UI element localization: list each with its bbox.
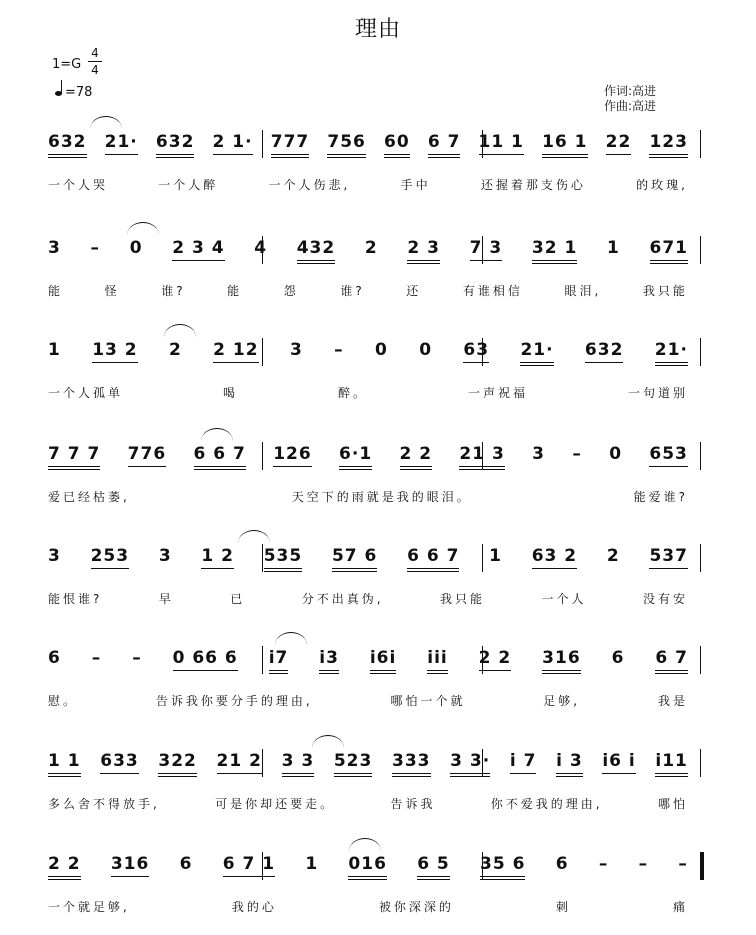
note-group: i 3 xyxy=(556,751,583,777)
note-group: 63 xyxy=(463,340,489,363)
note-group: 21· xyxy=(655,340,688,366)
lyric-segment: 哪怕一个就 xyxy=(390,694,466,708)
note-group: 2 2 xyxy=(479,648,512,671)
lyric-segment: 一个人醉 xyxy=(158,178,219,192)
note-group: 535 xyxy=(264,546,303,572)
note-group: 1 2 xyxy=(201,546,234,569)
barline xyxy=(700,236,701,264)
lyric-segment: 我是 xyxy=(657,694,688,708)
note-group: 0 66 6 xyxy=(173,648,238,671)
final-barline xyxy=(700,852,704,880)
lyric-segment: 可是你却还要走。 xyxy=(215,797,336,811)
note-group: 7 7 7 xyxy=(48,444,100,470)
note-group: 2 3 xyxy=(407,238,440,264)
tempo-value: =78 xyxy=(65,85,93,100)
note-group: 253 xyxy=(91,546,130,569)
note-group: 0 xyxy=(375,340,388,360)
note-group: 776 xyxy=(128,444,167,467)
note-group: 1 xyxy=(48,340,61,360)
note-group: 32 1 xyxy=(532,238,577,264)
note-group: 3 3· xyxy=(450,751,490,777)
lyric-segment: 一声祝福 xyxy=(467,386,528,400)
lyric-segment: 告诉我 xyxy=(390,797,436,811)
lyric-segment: 早 xyxy=(158,592,174,606)
note-group: 6 6 7 xyxy=(407,546,459,572)
slur-mark xyxy=(127,222,159,235)
composer-credit: 作曲:高进 xyxy=(604,99,657,113)
lyric-segment: 痛 xyxy=(672,900,688,914)
lyricist-credit: 作词:高进 xyxy=(604,84,657,98)
song-title: 理由 xyxy=(354,17,401,42)
note-group: 7 3 xyxy=(470,238,503,261)
meter-bottom: 4 xyxy=(91,63,99,77)
slur-mark xyxy=(312,735,344,748)
note-group: 333 xyxy=(392,751,431,777)
quarter-note-icon xyxy=(55,82,65,96)
lyric-segment: 告诉我你要分手的理由, xyxy=(155,694,313,708)
lyric-segment: 被你深深的 xyxy=(378,900,454,914)
barline xyxy=(700,749,701,777)
note-group: 2 12 xyxy=(213,340,258,363)
lyric-segment: 手中 xyxy=(400,178,431,192)
slur-mark xyxy=(238,530,270,543)
note-group: 653 xyxy=(649,444,688,467)
note-group: 6 7 xyxy=(655,648,688,674)
lyric-segment: 还 xyxy=(406,284,422,298)
note-group: 1 xyxy=(489,546,502,566)
barline xyxy=(700,544,701,572)
note-group: 432 xyxy=(297,238,336,264)
note-group: – xyxy=(132,648,142,668)
lyric-segment: 谁? xyxy=(161,284,186,298)
note-group: i6i xyxy=(370,648,396,674)
note-group: 2 3 4 xyxy=(172,238,224,261)
note-group: 3 xyxy=(532,444,546,464)
note-group: 6 xyxy=(48,648,61,668)
note-group: 4 xyxy=(254,238,268,258)
note-group: 632 xyxy=(585,340,624,363)
slur-mark xyxy=(275,632,307,645)
note-group: 6 7 1 xyxy=(223,854,275,877)
note-group: 316 xyxy=(111,854,150,877)
key-signature: 1=G xyxy=(52,57,82,72)
lyric-segment: 我的心 xyxy=(231,900,277,914)
note-group: 6 xyxy=(179,854,193,874)
time-signature xyxy=(88,46,102,77)
note-group: 537 xyxy=(649,546,688,569)
note-group: 57 6 xyxy=(332,546,377,572)
note-group: 2 xyxy=(606,546,620,566)
note-group: 123 xyxy=(649,132,688,158)
note-group: 322 xyxy=(158,751,197,777)
note-group: 1 1 xyxy=(48,751,81,777)
lyric-segment: 没有安 xyxy=(642,592,688,606)
note-group: 316 xyxy=(542,648,581,674)
note-group: 1 xyxy=(606,238,620,258)
note-group: 21· xyxy=(520,340,553,366)
lyric-segment: 能 xyxy=(227,284,243,298)
slur-mark xyxy=(164,324,196,337)
note-group: 6 xyxy=(555,854,569,874)
lyric-segment: 天空下的雨就是我的眼泪。 xyxy=(291,490,472,504)
lyric-segment: 一句道别 xyxy=(627,386,688,400)
note-group: iii xyxy=(427,648,447,674)
note-group: 016 xyxy=(348,854,387,880)
note-group: i3 xyxy=(319,648,339,674)
slur-mark xyxy=(201,428,233,441)
lyric-segment: 已 xyxy=(230,592,246,606)
note-group: i7 xyxy=(269,648,289,674)
lyric-segment: 能恨谁? xyxy=(48,592,103,606)
note-group: i6 i xyxy=(602,751,635,774)
note-group: 523 xyxy=(334,751,373,777)
note-group: 11 1 xyxy=(479,132,524,155)
lyric-segment: 足够, xyxy=(543,694,581,708)
barline xyxy=(700,338,701,366)
lyric-segment: 你不爱我的理由, xyxy=(490,797,603,811)
note-group: i11 xyxy=(655,751,687,777)
lyric-segment: 谁? xyxy=(340,284,365,298)
lyric-segment: 怨 xyxy=(283,284,299,298)
note-group: 0 xyxy=(129,238,143,258)
note-group: 756 xyxy=(327,132,366,158)
note-group: 1 xyxy=(305,854,319,874)
tempo-marking xyxy=(55,82,92,100)
note-group: 2 xyxy=(364,238,378,258)
meter-top: 4 xyxy=(91,46,99,60)
lyric-segment: 有谁相信 xyxy=(462,284,523,298)
lyric-segment: 一个人伤悲, xyxy=(268,178,351,192)
lyric-segment: 一个就足够, xyxy=(48,900,130,914)
barline xyxy=(700,442,701,470)
note-group: 3 xyxy=(289,340,303,360)
note-group: 21 2 xyxy=(217,751,262,774)
lyric-segment: 刺 xyxy=(555,900,571,914)
lyric-segment: 怪 xyxy=(104,284,120,298)
note-group: 126 xyxy=(273,444,312,467)
lyric-segment: 一个人哭 xyxy=(48,178,109,192)
note-group: 16 1 xyxy=(542,132,587,158)
lyric-segment: 醉。 xyxy=(337,386,368,400)
note-group: 6 7 xyxy=(428,132,461,158)
note-group: 632 xyxy=(156,132,195,158)
lyric-segment: 哪怕 xyxy=(657,797,688,811)
slur-mark xyxy=(90,116,122,129)
lyric-segment: 还握着那支伤心 xyxy=(480,178,586,192)
note-group: 633 xyxy=(100,751,139,774)
note-group: 3 3 xyxy=(282,751,315,777)
lyric-segment: 分不出真伪, xyxy=(301,592,384,606)
note-group: – xyxy=(638,854,649,874)
lyric-segment: 慰。 xyxy=(48,694,79,708)
note-group: 21 3 xyxy=(459,444,504,470)
note-group: – xyxy=(91,648,102,668)
note-group: 6 xyxy=(611,648,625,668)
note-group: 60 xyxy=(384,132,410,158)
lyric-segment: 喝 xyxy=(222,386,238,400)
barline xyxy=(700,130,701,158)
note-group: 2 2 xyxy=(400,444,433,470)
note-group: 0 xyxy=(609,444,623,464)
note-group: 3 xyxy=(48,238,61,258)
lyric-segment: 多么舍不得放手, xyxy=(48,797,160,811)
note-group: 13 2 xyxy=(92,340,137,363)
note-group: 2 xyxy=(168,340,182,360)
lyric-segment: 我只能 xyxy=(642,284,688,298)
note-group: – xyxy=(334,340,344,360)
lyric-segment: 一个人 xyxy=(541,592,587,606)
barline xyxy=(700,646,701,674)
note-group: – xyxy=(678,854,688,874)
note-group: 0 xyxy=(419,340,433,360)
note-group: – xyxy=(572,444,582,464)
lyric-segment: 能爱谁? xyxy=(633,490,688,504)
lyric-segment: 能 xyxy=(48,284,64,298)
note-group: 6 5 xyxy=(417,854,450,880)
slur-mark xyxy=(349,838,381,851)
note-group: 35 6 xyxy=(480,854,525,880)
note-group: 22 xyxy=(606,132,632,155)
note-group: 63 2 xyxy=(532,546,577,569)
note-group: 2 2 xyxy=(48,854,81,880)
note-group: 21· xyxy=(105,132,138,155)
note-group: 671 xyxy=(650,238,689,264)
lyric-segment: 的玫瑰, xyxy=(636,178,688,192)
note-group: 632 xyxy=(48,132,87,158)
note-group: – xyxy=(598,854,609,874)
note-group: 6 6 7 xyxy=(194,444,246,470)
note-group: – xyxy=(90,238,101,258)
note-group: 2 1· xyxy=(213,132,253,155)
note-group: 3 xyxy=(158,546,172,566)
lyric-segment: 一个人孤单 xyxy=(48,386,124,400)
note-group: i 7 xyxy=(510,751,537,774)
note-group: 6·1 xyxy=(339,444,372,470)
lyric-segment: 爱已经枯萎, xyxy=(48,490,130,504)
lyric-segment: 我只能 xyxy=(440,592,486,606)
lyric-segment: 眼泪, xyxy=(564,284,602,298)
note-group: 777 xyxy=(271,132,310,158)
note-group: 3 xyxy=(48,546,61,566)
